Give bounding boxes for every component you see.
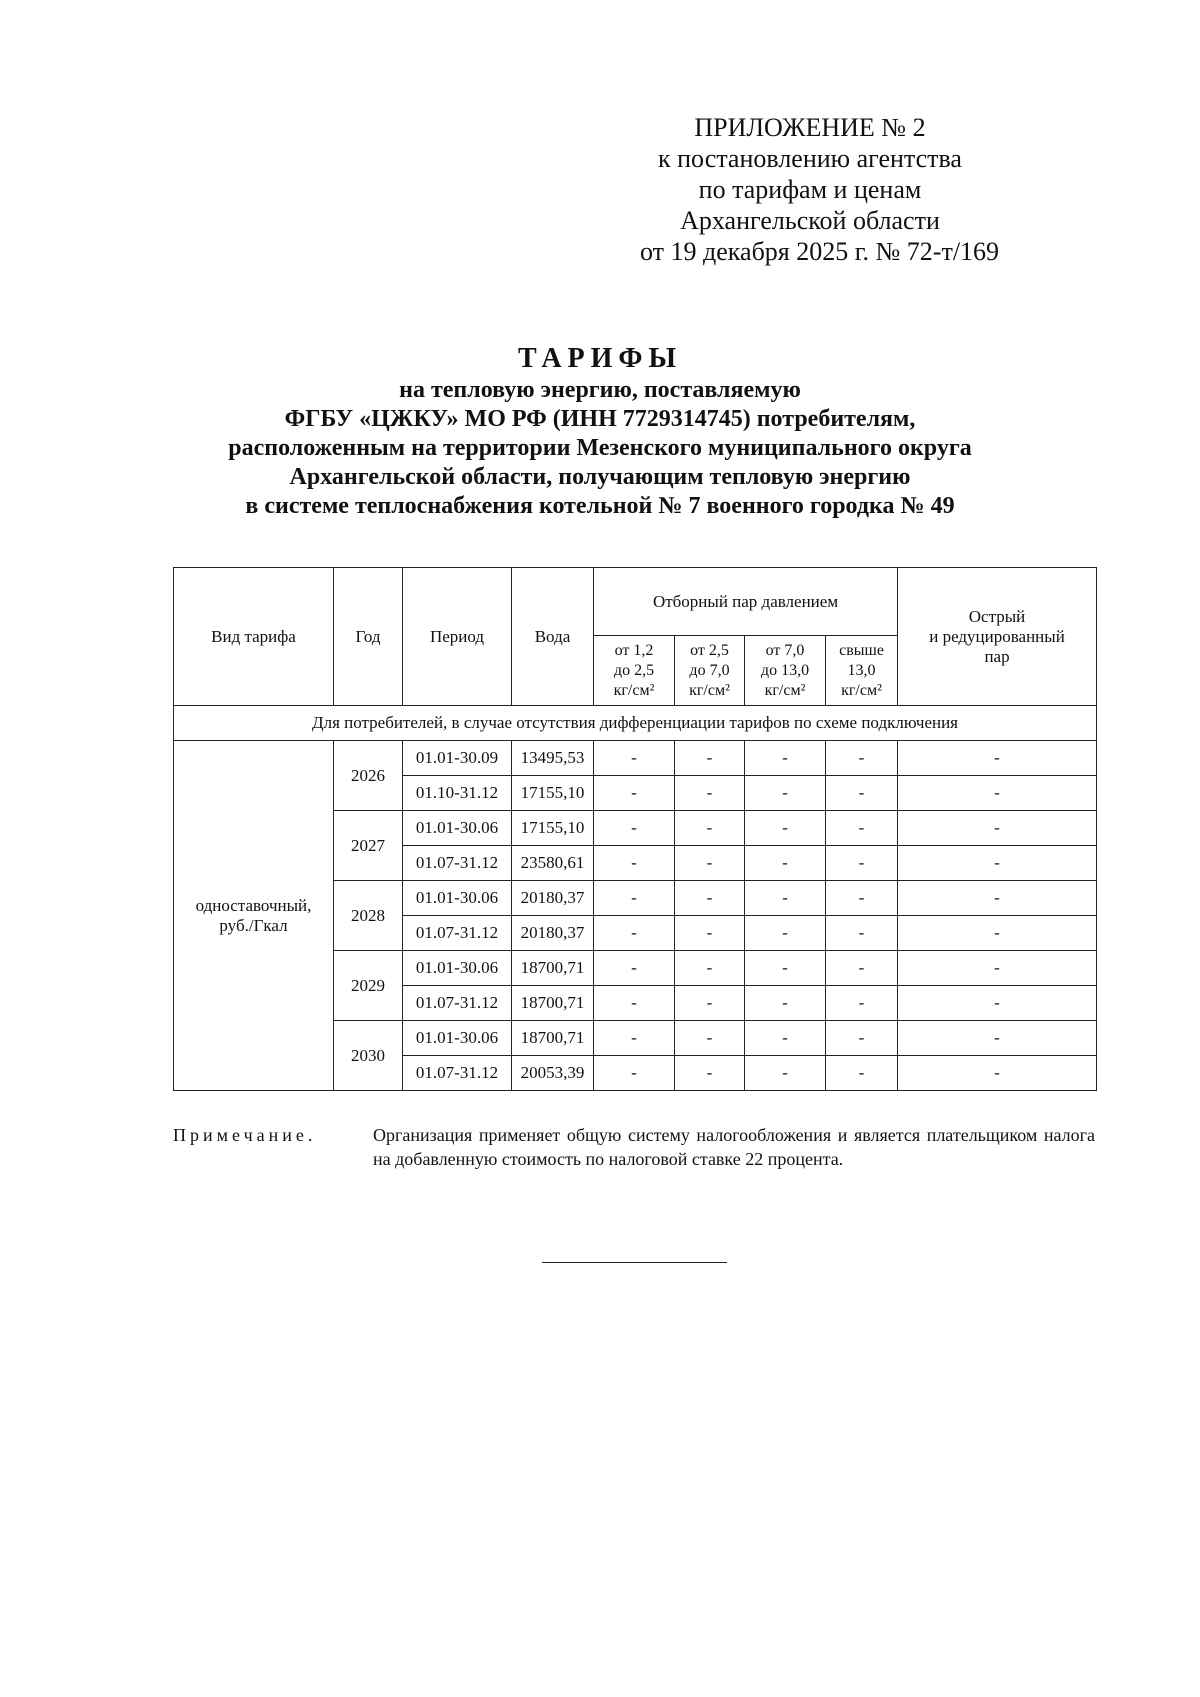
header-period: Период	[403, 568, 512, 706]
header-steam-line: кг/см²	[841, 681, 882, 699]
steam-4-cell: -	[826, 881, 898, 916]
header-sharp-line: и редуцированный	[929, 626, 1065, 646]
steam-1-cell: -	[594, 811, 675, 846]
title-main: ТАРИФЫ	[518, 343, 682, 374]
period-cell: 01.10-31.12	[403, 776, 512, 811]
tariff-type-line: руб./Гкал	[219, 915, 288, 935]
sharp-steam-cell: -	[898, 881, 1097, 916]
steam-4-cell: -	[826, 916, 898, 951]
sharp-steam-cell: -	[898, 776, 1097, 811]
steam-1-cell: -	[594, 741, 675, 776]
period-cell: 01.07-31.12	[403, 1056, 512, 1091]
header-water: Вода	[512, 568, 594, 706]
table-row	[174, 741, 1097, 776]
header-steam-3	[745, 636, 826, 706]
header-steam-group: Отборный пар давлением	[594, 568, 898, 636]
steam-3-cell: -	[745, 951, 826, 986]
title-line: ФГБУ «ЦЖКУ» МО РФ (ИНН 7729314745) потребителям,	[284, 406, 916, 432]
water-cell: 20180,37	[512, 916, 594, 951]
period-cell: 01.01-30.09	[403, 741, 512, 776]
steam-1-cell: -	[594, 881, 675, 916]
header-steam-line: 13,0	[847, 661, 876, 679]
header-steam-line: кг/см²	[689, 681, 730, 699]
period-cell: 01.07-31.12	[403, 846, 512, 881]
water-cell: 18700,71	[512, 1021, 594, 1056]
steam-2-cell: -	[675, 846, 745, 881]
steam-1-cell: -	[594, 916, 675, 951]
period-cell: 01.01-30.06	[403, 1021, 512, 1056]
closing-rule	[542, 1262, 727, 1263]
steam-3-cell: -	[745, 811, 826, 846]
header-steam-line: кг/см²	[613, 681, 655, 699]
steam-1-cell: -	[594, 986, 675, 1021]
appendix-ref-line: по тарифам и ценам	[698, 175, 922, 204]
steam-3-cell: -	[745, 881, 826, 916]
steam-2-cell: -	[675, 916, 745, 951]
header-steam-line: до 2,5	[613, 661, 655, 679]
steam-1-cell: -	[594, 1056, 675, 1091]
period-cell: 01.07-31.12	[403, 916, 512, 951]
year-cell: 2028	[334, 881, 403, 951]
note-label: Примечание.	[173, 1125, 317, 1145]
water-cell: 17155,10	[512, 776, 594, 811]
year-cell: 2027	[334, 811, 403, 881]
header-steam-1	[594, 636, 675, 706]
steam-3-cell: -	[745, 846, 826, 881]
header-sharp-line: Острый	[968, 606, 1026, 626]
water-cell: 20180,37	[512, 881, 594, 916]
steam-2-cell: -	[675, 741, 745, 776]
period-cell: 01.01-30.06	[403, 951, 512, 986]
period-cell: 01.01-30.06	[403, 881, 512, 916]
steam-3-cell: -	[745, 916, 826, 951]
header-steam-4	[826, 636, 898, 706]
document-title	[100, 342, 1100, 521]
sharp-steam-cell: -	[898, 916, 1097, 951]
steam-3-cell: -	[745, 741, 826, 776]
header-steam-line: от 2,5	[690, 641, 729, 659]
steam-4-cell: -	[826, 811, 898, 846]
year-cell: 2030	[334, 1021, 403, 1091]
appendix-ref-line: к постановлению агентства	[658, 144, 962, 173]
sharp-steam-cell: -	[898, 986, 1097, 1021]
sharp-steam-cell: -	[898, 1056, 1097, 1091]
header-vid-tarifa: Вид тарифа	[174, 568, 334, 706]
year-cell: 2029	[334, 951, 403, 1021]
title-line: на тепловую энергию, поставляемую	[399, 377, 801, 403]
steam-4-cell: -	[826, 1021, 898, 1056]
sharp-steam-cell: -	[898, 741, 1097, 776]
steam-3-cell: -	[745, 1021, 826, 1056]
water-cell: 13495,53	[512, 741, 594, 776]
tariff-type-line: одноставочный,	[195, 895, 312, 915]
sharp-steam-cell: -	[898, 811, 1097, 846]
header-steam-line: до 13,0	[760, 661, 810, 679]
note-text: Организация применяет общую систему налогообложения и является плательщиком налога на добавленную стоимость по налоговой ставке 22 процента.	[373, 1125, 1095, 1169]
sharp-steam-cell: -	[898, 951, 1097, 986]
tariff-table	[173, 567, 1097, 1091]
section-row: Для потребителей, в случае отсутствия дифференциации тарифов по схеме подключения	[174, 706, 1097, 741]
water-cell: 20053,39	[512, 1056, 594, 1091]
title-line: в системе теплоснабжения котельной № 7 военного городка № 49	[245, 493, 955, 519]
appendix-number: ПРИЛОЖЕНИЕ № 2	[694, 113, 926, 142]
steam-2-cell: -	[675, 811, 745, 846]
tariff-type-cell	[174, 741, 334, 1091]
steam-2-cell: -	[675, 986, 745, 1021]
steam-1-cell: -	[594, 951, 675, 986]
appendix-header	[640, 112, 1000, 267]
steam-2-cell: -	[675, 1021, 745, 1056]
steam-2-cell: -	[675, 881, 745, 916]
steam-1-cell: -	[594, 846, 675, 881]
sharp-steam-cell: -	[898, 846, 1097, 881]
title-line: Архангельской области, получающим тепловую энергию	[289, 464, 911, 490]
header-steam-line: до 7,0	[689, 661, 730, 679]
water-cell: 18700,71	[512, 986, 594, 1021]
header-steam-line: свыше	[839, 641, 884, 659]
steam-4-cell: -	[826, 951, 898, 986]
header-sharp-steam	[898, 568, 1097, 706]
steam-2-cell: -	[675, 951, 745, 986]
steam-4-cell: -	[826, 776, 898, 811]
header-steam-line: от 1,2	[614, 641, 654, 659]
water-cell: 18700,71	[512, 951, 594, 986]
steam-3-cell: -	[745, 1056, 826, 1091]
appendix-ref-line: Архангельской области	[680, 206, 940, 235]
appendix-date-number: от 19 декабря 2025 г. № 72-т/169	[640, 237, 1000, 266]
steam-4-cell: -	[826, 1056, 898, 1091]
year-cell: 2026	[334, 741, 403, 811]
steam-4-cell: -	[826, 741, 898, 776]
steam-2-cell: -	[675, 1056, 745, 1091]
header-sharp-line: пар	[984, 646, 1010, 666]
header-steam-line: кг/см²	[764, 681, 806, 699]
steam-4-cell: -	[826, 986, 898, 1021]
period-cell: 01.01-30.06	[403, 811, 512, 846]
header-steam-line: от 7,0	[765, 641, 805, 659]
header-steam-2	[675, 636, 745, 706]
title-line: расположенным на территории Мезенского муниципального округа	[228, 435, 972, 461]
steam-3-cell: -	[745, 986, 826, 1021]
water-cell: 17155,10	[512, 811, 594, 846]
header-year: Год	[334, 568, 403, 706]
steam-1-cell: -	[594, 776, 675, 811]
water-cell: 23580,61	[512, 846, 594, 881]
steam-2-cell: -	[675, 776, 745, 811]
steam-4-cell: -	[826, 846, 898, 881]
steam-3-cell: -	[745, 776, 826, 811]
period-cell: 01.07-31.12	[403, 986, 512, 1021]
sharp-steam-cell: -	[898, 1021, 1097, 1056]
steam-1-cell: -	[594, 1021, 675, 1056]
